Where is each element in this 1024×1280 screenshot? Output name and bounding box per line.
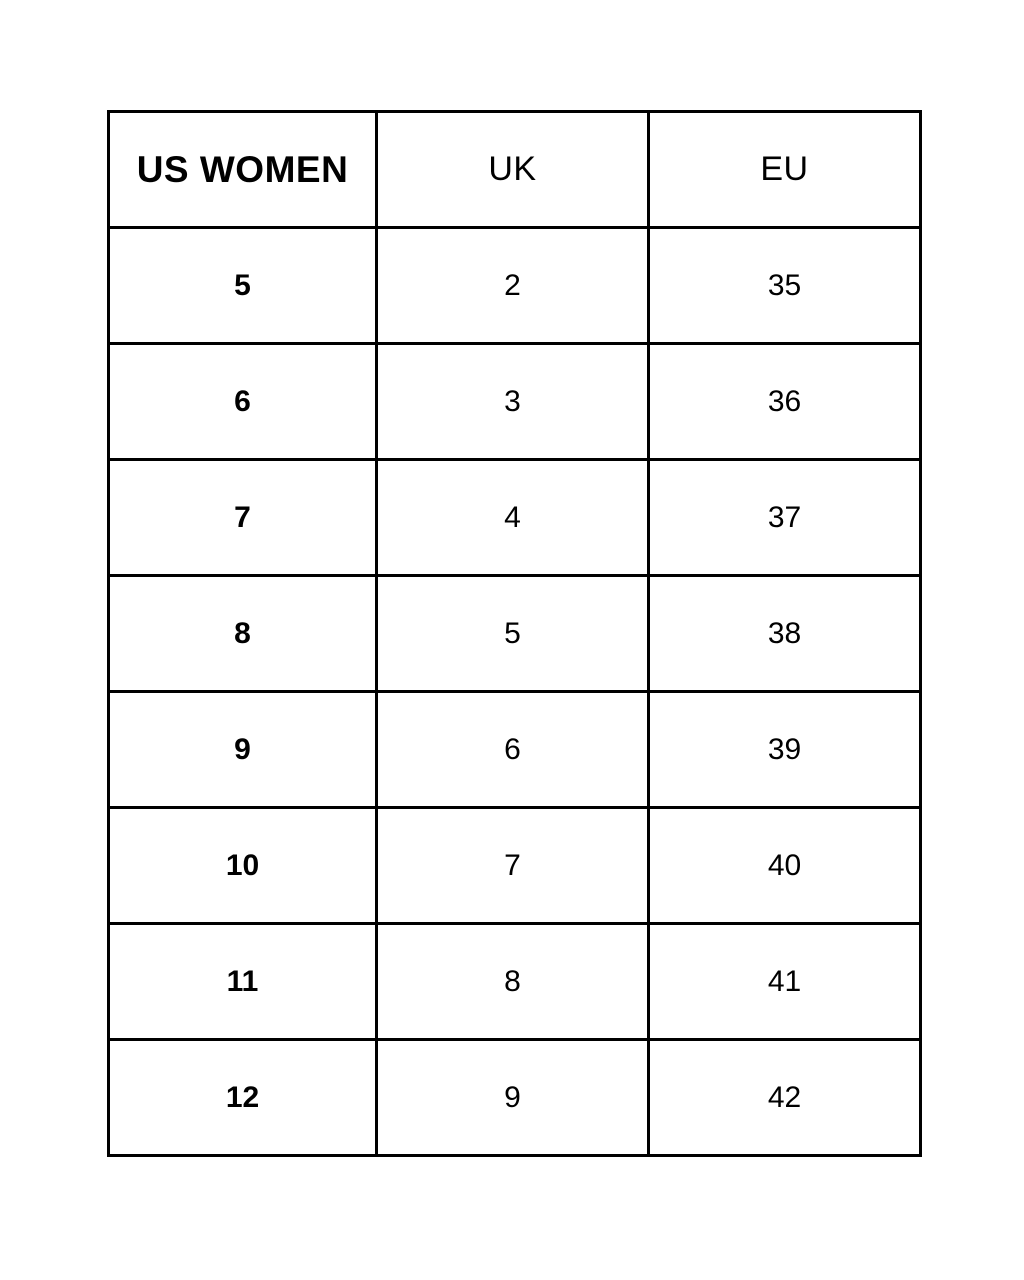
cell-uk-size: 4 [377,460,649,576]
cell-eu-size: 40 [649,808,921,924]
table-header-row [109,112,921,228]
table-row [109,460,921,576]
column-header-uk: UK [377,112,649,228]
table-row [109,692,921,808]
cell-eu-size: 42 [649,1040,921,1156]
cell-eu-size: 37 [649,460,921,576]
cell-us-size: 8 [109,576,377,692]
table-row [109,228,921,344]
column-header-eu: EU [649,112,921,228]
cell-eu-size: 41 [649,924,921,1040]
table-row [109,924,921,1040]
shoe-size-conversion-table [107,110,922,1157]
cell-uk-size: 5 [377,576,649,692]
table-row [109,1040,921,1156]
cell-us-size: 5 [109,228,377,344]
cell-uk-size: 3 [377,344,649,460]
table-header [109,112,921,228]
table-body [109,228,921,1156]
cell-us-size: 12 [109,1040,377,1156]
cell-eu-size: 36 [649,344,921,460]
cell-eu-size: 35 [649,228,921,344]
cell-us-size: 10 [109,808,377,924]
cell-uk-size: 7 [377,808,649,924]
table-row [109,344,921,460]
table-row [109,576,921,692]
cell-us-size: 9 [109,692,377,808]
column-header-us-women: US WOMEN [109,112,377,228]
table-row [109,808,921,924]
cell-uk-size: 8 [377,924,649,1040]
cell-us-size: 6 [109,344,377,460]
cell-us-size: 11 [109,924,377,1040]
cell-us-size: 7 [109,460,377,576]
cell-eu-size: 38 [649,576,921,692]
cell-uk-size: 6 [377,692,649,808]
cell-uk-size: 9 [377,1040,649,1156]
cell-eu-size: 39 [649,692,921,808]
cell-uk-size: 2 [377,228,649,344]
